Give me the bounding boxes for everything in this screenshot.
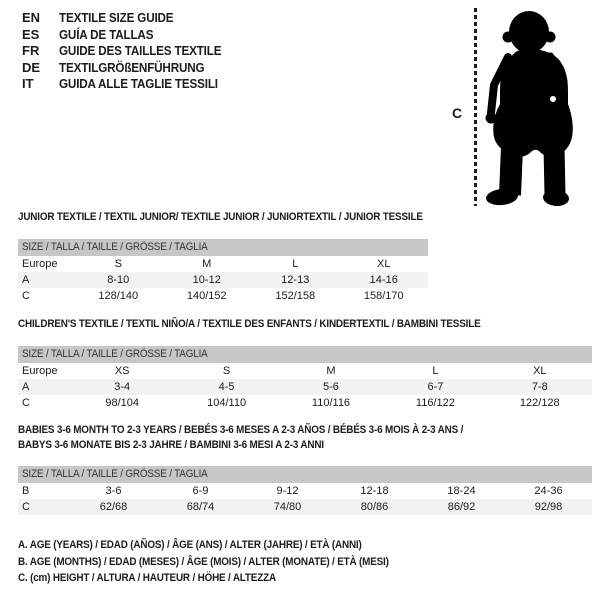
size-table-children (18, 346, 592, 411)
cell-value: XS (114, 365, 130, 377)
section-heading: JUNIOR TEXTILE / TEXTIL JUNIOR/ TEXTILE JUNIOR / JUNIORTEXTIL / JUNIOR TESSILE (18, 211, 423, 223)
section-babies-textile (18, 423, 592, 515)
language-code: ES (22, 26, 40, 42)
section-heading: BABIES 3-6 MONTH TO 2-3 YEARS / BEBÉS 3-6 MESES A 2-3 AÑOS / BÉBÉS 3-6 MOIS À 2-3 ANS / BABYS 3-6 MONATE BIS 2-3 JAHRE / BAMBINI 3-6 MESI A 2-3 ANNI (18, 424, 464, 451)
language-code: EN (22, 10, 41, 25)
language-code: IT (22, 76, 34, 91)
cell-value: L (292, 258, 299, 270)
size-header-bar: SIZE / TALLA / TAILLE / GRÖSSE / TAGLIA (18, 466, 592, 483)
size-header-bar: SIZE / TALLA / TAILLE / GRÖSSE / TAGLIA (18, 346, 592, 363)
size-table-junior (18, 239, 428, 304)
legend-row-it (22, 76, 239, 93)
size-header-bar: SIZE / TALLA / TAILLE / GRÖSSE / TAGLIA (18, 239, 428, 256)
language-code: DE (22, 59, 41, 75)
cell-value: 18-24 (447, 485, 476, 497)
cell-value: 4-5 (218, 381, 235, 393)
cell-value: 110/116 (311, 397, 351, 409)
cell-value: 8-10 (107, 274, 130, 286)
table-row-months (18, 483, 592, 499)
cell-value: 122/128 (519, 397, 560, 409)
size-table-babies (18, 466, 592, 515)
cell-value: 92/98 (534, 501, 563, 513)
cell-value: 3-6 (105, 485, 122, 497)
legend-row-en (22, 10, 239, 27)
table-row-age (18, 272, 428, 288)
table-row-europe (18, 256, 428, 272)
toddler-silhouette-image (484, 9, 574, 207)
cell-value: 158/170 (363, 290, 404, 302)
language-label: GUIDA ALLE TAGLIE TESSILI (59, 76, 218, 91)
cell-value: L (432, 365, 439, 377)
cell-value: S (114, 258, 122, 270)
legend-row-de (22, 60, 239, 77)
cell-value: XL (377, 258, 391, 270)
cell-value: 80/86 (360, 501, 389, 513)
row-label: C (22, 501, 30, 513)
cell-value: 12-13 (281, 274, 310, 286)
cell-value: 68/74 (186, 501, 215, 513)
language-legend (22, 10, 239, 93)
cell-value: 128/140 (98, 290, 139, 302)
cell-value: S (222, 365, 231, 377)
table-row-height (18, 395, 592, 411)
cell-value: M (326, 365, 336, 377)
table-row-height (18, 499, 592, 515)
footnotes (18, 537, 430, 587)
table-row-europe (18, 363, 592, 379)
footnote-c: C. (cm) HEIGHT / ALTURA / HAUTEUR / HÖHE / ALTEZZA (18, 572, 276, 584)
legend-row-fr (22, 43, 239, 60)
language-label: GUIDE DES TAILLES TEXTILE (59, 43, 222, 58)
footnote-b: B. AGE (MONTHS) / EDAD (MESES) / ÂGE (MOIS) / ALTER (MONATE) / ETÀ (MESI) (18, 555, 389, 568)
cell-value: 62/68 (99, 501, 128, 513)
cell-value: 3-4 (114, 381, 131, 393)
cell-value: 24-36 (534, 485, 563, 497)
language-label: GUÍA DE TALLAS (59, 26, 154, 42)
row-label: A (22, 381, 30, 393)
language-label: TEXTILE SIZE GUIDE (59, 10, 174, 25)
cell-value: 98/104 (105, 397, 140, 409)
cell-value: 104/110 (207, 397, 247, 409)
cell-value: 6-7 (427, 381, 444, 393)
language-label: TEXTILGRÖßENFÜHRUNG (59, 59, 205, 75)
height-measure-label: C (452, 105, 463, 121)
section-childrens-textile (18, 317, 592, 411)
language-code: FR (22, 43, 40, 58)
cell-value: 14-16 (369, 274, 398, 286)
cell-value: 140/152 (186, 290, 227, 302)
cell-value: XL (533, 365, 547, 377)
cell-value: 86/92 (447, 501, 476, 513)
cell-value: 9-12 (276, 485, 299, 497)
cell-value: 10-12 (192, 274, 221, 286)
cell-value: M (202, 258, 212, 270)
row-label: Europe (22, 258, 58, 270)
dashed-height-line (474, 8, 477, 206)
cell-value: 12-18 (360, 485, 389, 497)
table-row-age (18, 379, 592, 395)
table-row-height (18, 288, 428, 304)
row-label: B (22, 485, 30, 497)
footnote-a: A. AGE (YEARS) / EDAD (AÑOS) / ÂGE (ANS) / ALTER (JAHRE) / ETÀ (ANNI) (18, 539, 362, 551)
cell-value: 152/158 (275, 290, 316, 302)
legend-row-es (22, 27, 239, 44)
cell-value: 7-8 (531, 381, 548, 393)
cell-value: 5-6 (323, 381, 339, 393)
row-label: Europe (22, 365, 58, 377)
row-label: C (22, 397, 30, 409)
cell-value: 74/80 (273, 501, 302, 513)
section-heading: CHILDREN'S TEXTILE / TEXTIL NIÑO/A / TEXTILE DES ENFANTS / KINDERTEXTIL / BAMBINI TESSILE (18, 318, 481, 330)
cell-value: 116/122 (415, 397, 455, 409)
row-label: C (22, 290, 30, 302)
cell-value: 6-9 (192, 485, 209, 497)
row-label: A (22, 274, 30, 286)
section-junior-textile (18, 210, 428, 304)
